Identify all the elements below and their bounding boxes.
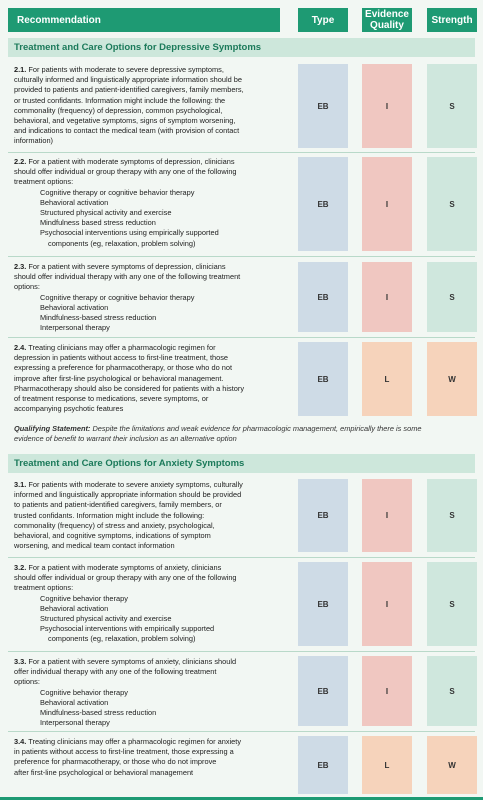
recommendation-2-2 <box>14 157 286 249</box>
rec-line: depression in patients without access to first-line treatment, those <box>14 353 229 363</box>
qualifying-statement <box>14 424 476 444</box>
rec-number: 3.2. <box>14 563 27 572</box>
rec-line <box>14 737 286 747</box>
strength-badge: S <box>427 656 477 726</box>
rec-line <box>14 657 286 667</box>
recommendation-2-4 <box>14 343 286 414</box>
row-divider <box>8 651 475 652</box>
rec-line: behavioral, and vegetative symptoms, signs of symptom worsening, <box>14 116 236 126</box>
rec-line <box>14 65 286 75</box>
header-evidence-line1: Evidence <box>365 9 409 20</box>
rec-line: to patients and patient-identified caregivers, family members, or <box>14 500 222 510</box>
rec-line: informed and linguistically appropriate information should be provided <box>14 490 242 500</box>
rec-option: Mindfulness-based stress reduction <box>40 313 157 323</box>
rec-option: Behavioral activation <box>40 197 109 207</box>
recommendation-2-1 <box>14 65 286 147</box>
rec-option: components (eg, relaxation, problem solving) <box>48 634 196 644</box>
header-recommendation: Recommendation <box>8 8 280 32</box>
strength-badge: W <box>427 342 477 416</box>
rec-option: Mindfulness-based stress reduction <box>40 708 157 718</box>
rec-text: For patients with moderate to severe anxiety symptoms, culturally <box>26 480 243 489</box>
rec-line: accompanying psychotic features <box>14 404 124 414</box>
rec-line: commonality (frequency) of depression, common psychological, <box>14 105 223 115</box>
evidence-quality-badge: L <box>362 736 412 794</box>
rec-line: culturally informed and linguistically appropriate information should be <box>14 75 243 85</box>
rec-line <box>14 563 286 573</box>
rec-line: treatment options: <box>14 583 74 593</box>
rec-line: offer individual therapy with any one of the following treatment <box>14 667 217 677</box>
rec-text: For a patient with severe symptoms of depression, clinicians <box>26 262 226 271</box>
rec-line: Pharmacotherapy should also be considered for patients with a history <box>14 383 245 393</box>
rec-text: Treating clinicians may offer a pharmacologic regimen for <box>26 343 216 352</box>
rec-line: expressing a preference for pharmacotherapy, or those who do not <box>14 363 233 373</box>
rec-line <box>14 157 286 167</box>
rec-option: Psychosocial interventions using empirically supported <box>40 228 219 238</box>
type-badge: EB <box>298 342 348 416</box>
row-divider <box>8 337 475 338</box>
rec-text: For a patient with severe symptoms of anxiety, clinicians should <box>26 657 237 666</box>
rec-line: worsening, and medical team contact information <box>14 541 175 551</box>
rec-line: and indications to contact the medical team (with provision of contact <box>14 126 240 136</box>
rec-text: Treating clinicians may offer a pharmacologic regimen for anxiety <box>26 737 242 746</box>
type-badge: EB <box>298 479 348 552</box>
rec-line: in patients without access to first-line treatment, those expressing a <box>14 747 234 757</box>
strength-badge: S <box>427 262 477 332</box>
rec-option: Interpersonal therapy <box>40 323 110 333</box>
type-badge: EB <box>298 262 348 332</box>
row-divider <box>8 731 475 732</box>
evidence-quality-badge: I <box>362 656 412 726</box>
rec-line: should offer individual therapy with any one of the following treatment <box>14 272 241 282</box>
rec-option: Structured physical activity and exercise <box>40 614 172 624</box>
rec-number: 3.3. <box>14 657 27 666</box>
rec-option: Behavioral activation <box>40 603 109 613</box>
section-title: Treatment and Care Options for Anxiety Symptoms <box>8 454 475 473</box>
header-evidence-line2: Quality <box>370 20 404 31</box>
section-title: Treatment and Care Options for Depressive Symptoms <box>8 38 475 57</box>
rec-number: 3.4. <box>14 737 27 746</box>
strength-badge: S <box>427 479 477 552</box>
strength-badge: S <box>427 562 477 646</box>
rec-line: options: <box>14 677 40 687</box>
rec-line <box>14 262 286 272</box>
qualifying-text: Despite the limitations and weak evidence for pharmacologic management, empirically there is some <box>90 424 422 433</box>
evidence-quality-badge: I <box>362 562 412 646</box>
row-divider <box>8 152 475 153</box>
evidence-quality-badge: I <box>362 479 412 552</box>
type-badge: EB <box>298 562 348 646</box>
rec-option: Cognitive therapy or cognitive behavior therapy <box>40 292 195 302</box>
evidence-quality-badge: I <box>362 64 412 148</box>
strength-badge: W <box>427 736 477 794</box>
type-badge: EB <box>298 736 348 794</box>
row-divider <box>8 256 475 257</box>
header-evidence-quality <box>362 8 412 32</box>
rec-number: 2.1. <box>14 65 27 74</box>
rec-option: Cognitive therapy or cognitive behavior therapy <box>40 187 195 197</box>
recommendation-2-3 <box>14 262 286 333</box>
strength-badge: S <box>427 157 477 251</box>
rec-text: For a patient with moderate symptoms of depression, clinicians <box>26 157 235 166</box>
rec-option: Interpersonal therapy <box>40 718 110 728</box>
rec-line: improve after first-line psychological or behavioral management. <box>14 373 224 383</box>
rec-option: components (eg, relaxation, problem solving) <box>48 238 196 248</box>
rec-line: of treatment response to medications, severe symptoms, or <box>14 394 209 404</box>
recommendation-3-1 <box>14 480 286 551</box>
rec-line: information) <box>14 136 54 146</box>
evidence-quality-badge: I <box>362 157 412 251</box>
rec-number: 2.2. <box>14 157 27 166</box>
rec-line: or trusted confidants. Information might include the following: the <box>14 95 226 105</box>
type-badge: EB <box>298 64 348 148</box>
rec-line: should offer individual or group therapy with any one of the following <box>14 167 237 177</box>
rec-option: Cognitive behavior therapy <box>40 687 128 697</box>
rec-line: provided to patients and patient-identified caregivers, family members, <box>14 85 244 95</box>
rec-option: Behavioral activation <box>40 697 109 707</box>
rec-line: trusted confidants. Information might include the following: <box>14 510 205 520</box>
rec-option: Structured physical activity and exercise <box>40 208 172 218</box>
type-badge: EB <box>298 157 348 251</box>
qualifying-line: evidence of benefit to warrant their inclusion as an alternative option <box>14 434 237 443</box>
rec-line: preference for pharmacotherapy, or those who do not improve <box>14 757 217 767</box>
rec-line: treatment options: <box>14 177 74 187</box>
rec-option: Psychosocial interventions with empirically supported <box>40 624 215 634</box>
rec-line: commonality (frequency) of stress and anxiety, psychological, <box>14 520 215 530</box>
rec-line: after first-line psychological or behavioral management <box>14 767 194 777</box>
strength-badge: S <box>427 64 477 148</box>
rec-line: options: <box>14 282 40 292</box>
rec-option: Cognitive behavior therapy <box>40 593 128 603</box>
rec-number: 2.4. <box>14 343 27 352</box>
rec-text: For patients with moderate to severe depressive symptoms, <box>26 65 224 74</box>
rec-text: For a patient with moderate symptoms of anxiety, clinicians <box>26 563 222 572</box>
rec-number: 2.3. <box>14 262 27 271</box>
evidence-quality-badge: I <box>362 262 412 332</box>
recommendation-3-4 <box>14 737 286 778</box>
recommendation-3-3 <box>14 657 286 728</box>
qualifying-line <box>14 424 476 434</box>
row-divider <box>8 557 475 558</box>
header-type: Type <box>298 8 348 32</box>
rec-option: Behavioral activation <box>40 302 109 312</box>
header-strength: Strength <box>427 8 477 32</box>
rec-line <box>14 343 286 353</box>
rec-line <box>14 480 286 490</box>
recommendation-3-2 <box>14 563 286 645</box>
rec-line: should offer individual or group therapy with any one of the following <box>14 573 237 583</box>
qualifying-label: Qualifying Statement: <box>14 424 91 433</box>
type-badge: EB <box>298 656 348 726</box>
evidence-quality-badge: L <box>362 342 412 416</box>
rec-number: 3.1. <box>14 480 27 489</box>
rec-line: behavioral, and cognitive symptoms, indications of symptom <box>14 531 211 541</box>
rec-option: Mindfulness based stress reduction <box>40 218 156 228</box>
